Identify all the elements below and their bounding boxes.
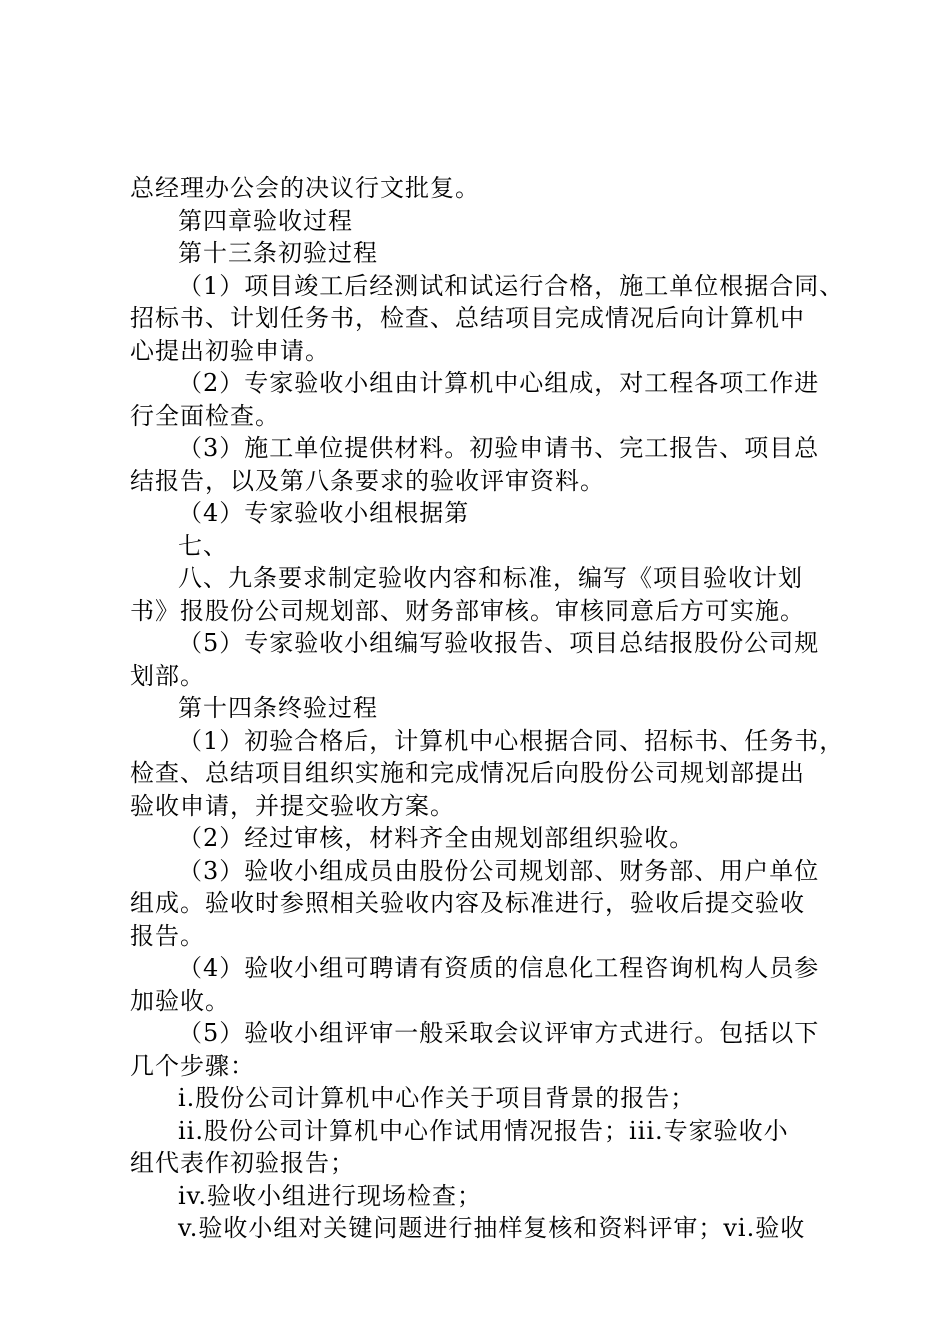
text-line: 招标书、计划任务书，检查、总结项目完成情况后向计算机中 bbox=[130, 304, 805, 332]
text-line: 总经理办公会的决议行文批复。 bbox=[130, 174, 480, 202]
text-line: 书》报股份公司规划部、财务部审核。审核同意后方可实施。 bbox=[130, 596, 805, 625]
text-line: iv.验收小组进行现场检查； bbox=[178, 1181, 483, 1210]
text-line: 划部。 bbox=[130, 661, 205, 690]
text-line: i.股份公司计算机中心作关于项目背景的报告； bbox=[178, 1084, 696, 1112]
text-line: （3）施工单位提供材料。初验申请书、完工报告、项目总 bbox=[178, 434, 820, 462]
text-line: 结报告，以及第八条要求的验收评审资料。 bbox=[130, 466, 605, 495]
text-line: （4）验收小组可聘请有资质的信息化工程咨询机构人员参 bbox=[178, 954, 820, 982]
text-line: 七、 bbox=[178, 531, 228, 560]
text-line: 心提出初验申请。 bbox=[130, 336, 330, 365]
text-line: （1）初验合格后，计算机中心根据合同、招标书、任务书， bbox=[178, 726, 845, 755]
text-line: （5）验收小组评审一般采取会议评审方式进行。包括以下 bbox=[178, 1019, 820, 1047]
text-line: （3）验收小组成员由股份公司规划部、财务部、用户单位 bbox=[178, 856, 820, 885]
text-line: 报告。 bbox=[130, 921, 205, 950]
text-line: v.验收小组对关键问题进行抽样复核和资料评审；vi.验收 bbox=[178, 1214, 806, 1242]
text-line: 八、九条要求制定验收内容和标准，编写《项目验收计划 bbox=[178, 564, 803, 592]
text-line: 验收申请，并提交验收方案。 bbox=[130, 791, 455, 820]
text-line: 第十三条初验过程 bbox=[178, 239, 378, 267]
text-line: （2）经过审核，材料齐全由规划部组织验收。 bbox=[178, 824, 695, 852]
text-line: （4）专家验收小组根据第 bbox=[178, 499, 470, 527]
text-line: 第四章验收过程 bbox=[178, 206, 353, 235]
text-line: 几个步骤： bbox=[130, 1051, 255, 1080]
text-line: 组成。验收时参照相关验收内容及标准进行，验收后提交验收 bbox=[130, 889, 805, 917]
text-line: （2）专家验收小组由计算机中心组成，对工程各项工作进 bbox=[178, 369, 820, 397]
text-line: （1）项目竣工后经测试和试运行合格，施工单位根据合同、 bbox=[178, 271, 845, 300]
text-line: 组代表作初验报告； bbox=[130, 1149, 355, 1177]
document-body bbox=[130, 172, 845, 1245]
text-line: ii.股份公司计算机中心作试用情况报告；iii.专家验收小 bbox=[178, 1116, 789, 1145]
text-line: 行全面检查。 bbox=[130, 401, 280, 430]
text-line: 第十四条终验过程 bbox=[178, 694, 378, 722]
text-line: 加验收。 bbox=[130, 986, 230, 1015]
text-line: （5）专家验收小组编写验收报告、项目总结报股份公司规 bbox=[178, 629, 820, 657]
text-line: 检查、总结项目组织实施和完成情况后向股份公司规划部提出 bbox=[130, 759, 805, 787]
